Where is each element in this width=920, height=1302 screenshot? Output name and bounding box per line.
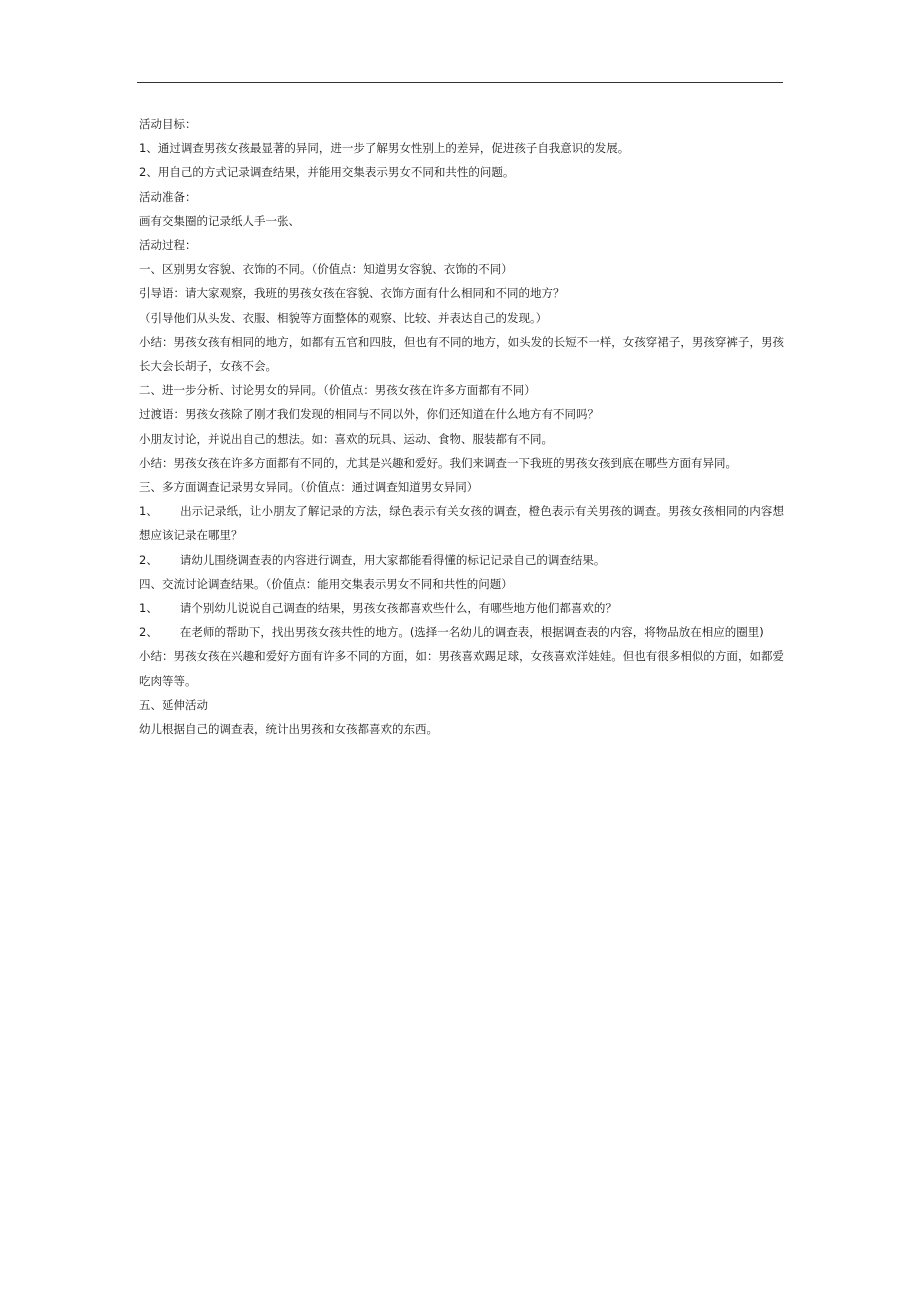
step4-item-1 xyxy=(139,596,784,620)
header-rule xyxy=(137,82,783,83)
step3-item-1 xyxy=(139,499,784,547)
step1-summary: 小结：男孩女孩有相同的地方，如都有五官和四肢，但也有不同的地方，如头发的长短不一样，女孩穿裙子，男孩穿裤子，男孩长大会长胡子，女孩不会。 xyxy=(139,334,784,374)
goal-heading: 活动目标： xyxy=(139,117,197,131)
document-body xyxy=(139,112,784,741)
step1-title: 一、区别男女容貌、衣饰的不同。（价值点：知道男女容貌、衣饰的不同） xyxy=(139,262,513,277)
step4-item-2 xyxy=(139,620,784,644)
goal-item-2: 2、用自己的方式记录调查结果，并能用交集表示男女不同和共性的问题。 xyxy=(139,165,515,180)
list-number: 1、 xyxy=(139,504,159,519)
step3-item-2 xyxy=(139,548,784,572)
step5-text: 幼儿根据自己的调查表，统计出男孩和女孩都喜欢的东西。 xyxy=(139,722,438,737)
list-text: 请个别幼儿说说自己调查的结果，男孩女孩都喜欢些什么，有哪些地方他们都喜欢的？ xyxy=(179,601,617,616)
step1-note: （引导他们从头发、衣服、相貌等方面整体的观察、比较、并表达自己的发现。） xyxy=(139,310,548,325)
list-text: 请幼儿围绕调查表的内容进行调查，用大家都能看得懂的标记记录自己的调查结果。 xyxy=(179,552,606,567)
step5-title: 五、延伸活动 xyxy=(139,697,208,712)
step4-summary: 小结：男孩女孩在兴趣和爱好方面有许多不同的方面，如：男孩喜欢踢足球，女孩喜欢洋娃娃。但也有很多相似的方面，如都爱吃肉等等。 xyxy=(139,649,784,688)
step4-title: 四、交流讨论调查结果。（价值点：能用交集表示男女不同和共性的问题） xyxy=(139,576,513,591)
list-number: 1、 xyxy=(139,601,158,616)
prep-item-1: 画有交集圈的记录纸人手一张、 xyxy=(139,213,300,228)
prep-heading: 活动准备： xyxy=(139,189,197,204)
step2-summary: 小结：男孩女孩在许多方面都有不同的，尤其是兴趣和爱好。我们来调查一下我班的男孩女孩到底在哪些方面有异同。 xyxy=(139,455,737,470)
step1-guide: 引导语：请大家观察，我班的男孩女孩在容貌、衣饰方面有什么相同和不同的地方？ xyxy=(139,286,565,301)
list-number: 2、 xyxy=(139,552,158,567)
step2-title: 二、进一步分析、讨论男女的异同。（价值点：男孩女孩在许多方面都有不同） xyxy=(139,383,536,398)
step2-transition: 过渡语：男孩女孩除了刚才我们发现的相同与不同以外，你们还知道在什么地方有不同吗？ xyxy=(139,407,599,422)
goal-item-1: 1、通过调查男孩女孩最显著的异同，进一步了解男女性别上的差异，促进孩子自我意识的发展。 xyxy=(139,141,630,156)
list-text: 在老师的帮助下，找出男孩女孩共性的地方。(选择一名幼儿的调查表，根据调查表的内容，将物品放在相应的圈里) xyxy=(179,625,764,640)
list-number: 2、 xyxy=(139,625,158,640)
list-text: 出示记录纸，让小朋友了解记录的方法，绿色表示有关女孩的调查，橙色表示有关男孩的调查。男孩女孩相同的内容想想应该记录在哪里？ xyxy=(139,504,784,543)
step3-title: 三、多方面调查记录男女异同。（价值点：通过调查知道男女异同） xyxy=(139,480,479,495)
step2-discuss: 小朋友讨论，并说出自己的想法。如：喜欢的玩具、运动、食物、服装都有不同。 xyxy=(139,431,553,446)
process-heading: 活动过程： xyxy=(139,238,197,253)
